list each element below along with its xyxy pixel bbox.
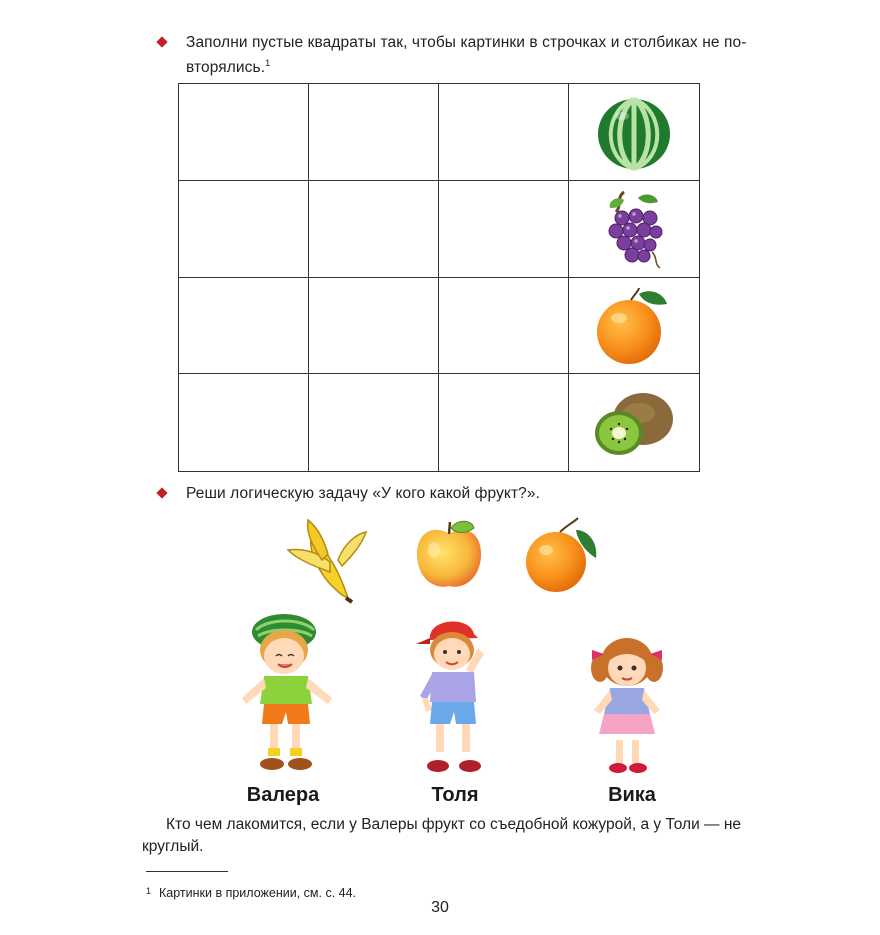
child-name-vika: Вика	[608, 784, 656, 806]
girl-icon	[584, 634, 670, 778]
grid-cell-empty[interactable]	[179, 374, 309, 471]
grid-cell-empty[interactable]	[309, 181, 439, 278]
child-name-valera: Валера	[246, 784, 320, 806]
page-number: 30	[431, 899, 449, 916]
grid-cell-empty[interactable]	[309, 278, 439, 375]
footnote	[146, 886, 356, 900]
task1-instruction	[186, 33, 766, 78]
orange-icon	[522, 516, 604, 596]
footnote-number: 1	[146, 886, 152, 896]
grid-cell-kiwi	[569, 374, 699, 471]
grid-cell-empty[interactable]	[179, 278, 309, 375]
grid-cell-watermelon	[569, 84, 699, 181]
fruit-grid	[178, 83, 700, 472]
footnote-divider	[146, 871, 228, 872]
banana-icon	[282, 514, 368, 604]
bullet-marker	[156, 36, 167, 47]
bullet-marker	[156, 487, 167, 498]
task2-question	[142, 814, 742, 858]
footnote-text: Картинки в приложении, см. с. 44.	[159, 886, 357, 900]
footnote-ref: 1	[265, 58, 271, 68]
watermelon-icon	[594, 92, 674, 172]
boy-green-cap-icon	[232, 612, 340, 780]
orange-icon	[593, 284, 675, 366]
apple-icon	[414, 516, 484, 592]
task1-text-line1: Заполни пустые квадраты так, чтобы картинки в строчках и столбиках не по-	[186, 34, 747, 51]
grid-cell-empty[interactable]	[179, 181, 309, 278]
grid-cell-grapes	[569, 181, 699, 278]
task2-instruction: Реши логическую задачу «У кого какой фрукт?».	[186, 485, 541, 502]
grid-cell-empty[interactable]	[439, 278, 569, 375]
grid-cell-empty[interactable]	[439, 84, 569, 181]
grid-cell-empty[interactable]	[179, 84, 309, 181]
grid-cell-empty[interactable]	[309, 84, 439, 181]
grapes-icon	[594, 188, 674, 270]
grid-cell-orange	[569, 278, 699, 375]
grid-cell-empty[interactable]	[439, 374, 569, 471]
task1-text-line2: вторялись.	[186, 59, 266, 77]
grid-cell-empty[interactable]	[309, 374, 439, 471]
grid-cell-empty[interactable]	[439, 181, 569, 278]
kiwi-icon	[591, 383, 677, 463]
child-name-tolya: Толя	[431, 784, 479, 806]
boy-red-cap-icon	[412, 614, 496, 778]
question-line1: Кто чем лакомится, если у Валеры фрукт со съедобной кожурой, а у Толи — не	[166, 816, 742, 833]
question-line2: круглый.	[142, 838, 204, 855]
